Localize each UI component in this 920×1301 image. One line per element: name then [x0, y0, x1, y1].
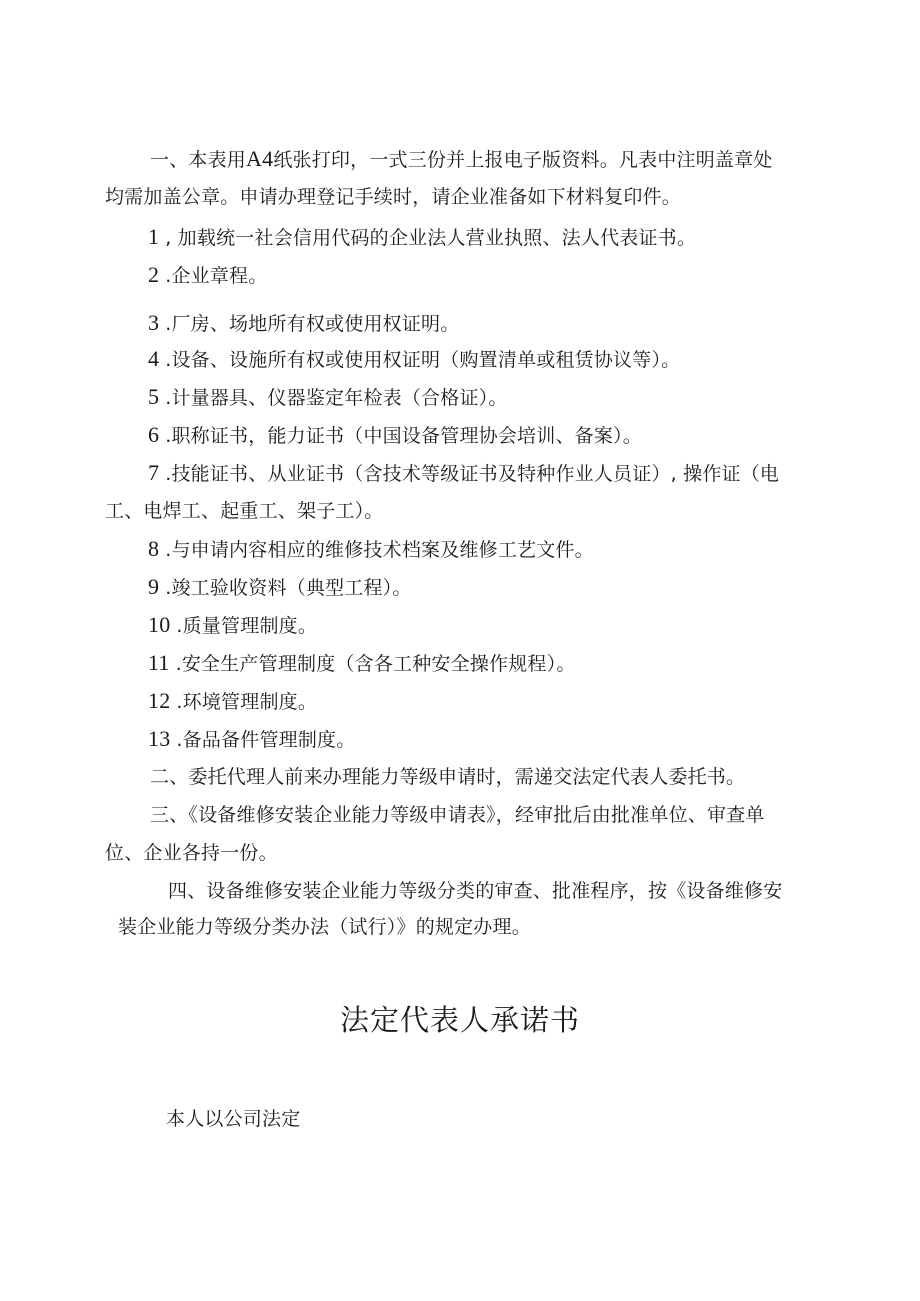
item-number: 6 — [148, 422, 160, 447]
item-text: .与申请内容相应的维修技术档案及维修工艺文件。 — [165, 539, 594, 561]
item-text: .备品备件管理制度。 — [176, 729, 356, 751]
instruction-3-line-1: 三、《设备维修安装企业能力等级申请表》，经审批后由批准单位、审查单 — [150, 804, 765, 826]
paper-size: A4 — [246, 146, 274, 171]
item-text: .厂房、场地所有权或使用权证明。 — [165, 313, 460, 335]
instruction-1-line-2: 均需加盖公章。申请办理登记手续时，请企业准备如下材料复印件。 — [105, 186, 682, 208]
pledge-title: 法定代表人承诺书 — [339, 1003, 580, 1037]
item-text: .企业章程。 — [165, 265, 268, 287]
item-number: 7 — [148, 460, 160, 485]
material-item — [148, 650, 576, 677]
item-number: 1 — [148, 224, 160, 249]
item-number: 9 — [148, 574, 160, 599]
material-item — [148, 262, 267, 289]
material-item — [148, 574, 412, 601]
material-item — [148, 224, 696, 251]
item-number: 8 — [148, 536, 160, 561]
item-number: 13 — [148, 726, 171, 751]
instruction-4-line-1: 四、设备维修安装企业能力等级分类的审查、批准程序，按《设备维修安 — [168, 880, 783, 902]
instruction-3-line-2: 位、企业各持一份。 — [105, 842, 278, 864]
instruction-1-prefix: 一、本表用 — [150, 149, 247, 171]
material-item — [148, 346, 680, 373]
item-number: 11 — [148, 650, 170, 675]
pledge-body-start: 本人以公司法定 — [166, 1108, 301, 1130]
material-item — [148, 422, 642, 449]
material-item — [148, 536, 594, 563]
material-item — [148, 688, 317, 715]
instruction-2: 二、委托代理人前来办理能力等级申请时，需递交法定代表人委托书。 — [150, 766, 746, 788]
material-item — [148, 384, 508, 411]
instruction-4-line-2: 装企业能力等级分类办法（试行）》的规定办理。 — [118, 916, 531, 938]
material-item — [148, 726, 355, 753]
item-text: .计量器具、仪器鉴定年检表（合格证）。 — [165, 387, 508, 409]
item-number: 4 — [148, 346, 160, 371]
item-text: .安全生产管理制度（含各工种安全操作规程）。 — [175, 653, 576, 675]
item-number: 3 — [148, 310, 160, 335]
item-number: 2 — [148, 262, 160, 287]
material-item — [148, 310, 459, 337]
item-number: 5 — [148, 384, 160, 409]
instruction-1-rest: 纸张打印，一式三份并上报电子版资料。凡表中注明盖章处 — [273, 149, 773, 171]
item-text: , 加载统一社会信用代码的企业法人营业执照、法人代表证书。 — [165, 227, 697, 249]
material-item — [148, 460, 779, 487]
item-text: .职称证书，能力证书（中国设备管理协会培训、备案）。 — [165, 425, 642, 447]
instruction-1-line-1 — [150, 146, 773, 173]
material-item — [148, 612, 317, 639]
material-item-continuation: 工、电焊工、起重工、架子工）。 — [105, 500, 384, 522]
item-text: .技能证书、从业证书（含技术等级证书及特种作业人员证）, 操作证（电 — [165, 463, 780, 485]
item-text: .竣工验收资料（典型工程）。 — [165, 577, 412, 599]
item-text: .环境管理制度。 — [176, 691, 318, 713]
item-text: .设备、设施所有权或使用权证明（购置清单或租赁协议等）。 — [165, 349, 681, 371]
item-text: .质量管理制度。 — [176, 615, 318, 637]
item-number: 10 — [148, 612, 171, 637]
item-number: 12 — [148, 688, 171, 713]
